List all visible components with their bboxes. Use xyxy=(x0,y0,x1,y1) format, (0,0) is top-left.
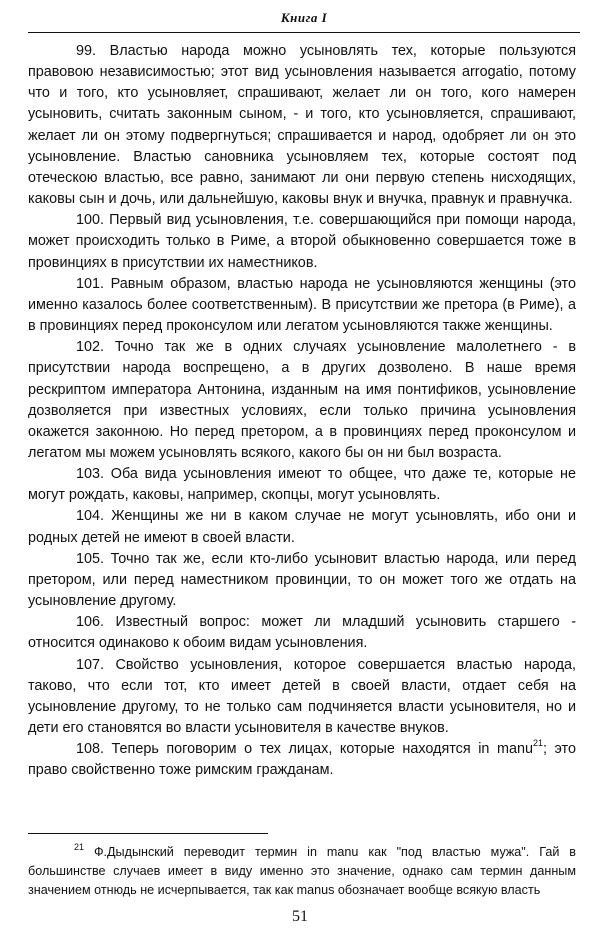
paragraph-108 xyxy=(28,739,576,781)
footnote-paragraph xyxy=(28,843,576,900)
paragraph-102: 102. Точно так же в одних случаях усыновление малолетнего - в присутствии народа воспрещено, а в других дозволено. В наше время рескриптом императора Антонина, изданным на имя понтификов, усыновление дозволяется при известных условиях, если только причина усыновления окажется законною. Но перед претором, а в провинциях перед проконсулом и легатом мы можем усыновлять всякого, какого бы он ни был возраста. xyxy=(28,339,576,461)
header-rule xyxy=(28,32,580,33)
footnote-divider xyxy=(28,833,268,834)
paragraph-104: 104. Женщины же ни в каком случае не могут усыновлять, ибо они и родных детей не имеют в своей власти. xyxy=(28,508,576,546)
paragraph-99: 99. Властью народа можно усыновлять тех, которые пользуются правовою независимостью; этот вид усыновления называется arrogatio, потому что и того, кто усыновляет, спрашивают, желает ли он того, кого намерен усыновить, считать законным сыном, - и того, кто усыновляется, спрашивают, желает ли он этому подвергнуться; спрашивается и народ, одобряет ли он это усыновление. Властью сановника усыновляем тех, которые состоят под отеческою властью, все равно, занимают ли они первую степень нисходящих, каковы сын и дочь, или дальнейшую, каковы внук и внучка, правнук и правнучка. xyxy=(28,43,576,208)
paragraph-106: 106. Известный вопрос: может ли младший усыновить старшего - относится одинаково к обоим видам усыновления. xyxy=(28,614,576,652)
paragraph-108-text-start: 108. Теперь поговорим о тех лицах, которые находятся in manu xyxy=(76,741,533,758)
paragraph-107: 107. Свойство усыновления, которое совершается властью народа, таково, что если тот, кто имеет детей в своей власти, отдает себя на усыновление другому, то не только сам подчиняется власти усыновителя, но и дети его становятся во власти усыновителя в качестве внуков. xyxy=(28,656,576,736)
page-number: 51 xyxy=(292,908,308,925)
paragraph-105: 105. Точно так же, если кто-либо усыновит властью народа, или перед претором, или перед наместником провинции, то он может того же отдать на усыновление другому. xyxy=(28,550,576,610)
main-text xyxy=(28,41,576,781)
footnote-number: 21 xyxy=(74,841,85,852)
footnote-reference: 21 xyxy=(532,738,543,749)
paragraph-100: 100. Первый вид усыновления, т.е. совершающийся при помощи народа, может происходить только в Риме, а второй обыкновенно совершается тоже в провинциях в присутствии их наместников. xyxy=(28,212,576,271)
footnote xyxy=(28,843,576,900)
footnote-text: Ф.Дыдынский переводит термин in manu как "под властью мужа". Гай в большинстве случаев имеет в виду именно это значение, однако сам термин данным значением отнюдь не исчерпывается, так как manus обозначает вообще всякую власть xyxy=(28,845,576,897)
running-header: Книга I xyxy=(280,10,328,25)
paragraph-103: 103. Оба вида усыновления имеют то общее, что даже те, которые не могут рождать, каковы, например, скопцы, могут усыновлять. xyxy=(28,466,576,504)
paragraph-101: 101. Равным образом, властью народа не усыновляются женщины (это именно казалось более соответственным). В присутствии же претора (в Риме), а в провинциях перед проконсулом или легатом усыновляются также женщины. xyxy=(28,275,576,335)
paragraph-108-text-end: ; это право свойственно тоже римским гражданам. xyxy=(28,741,576,779)
